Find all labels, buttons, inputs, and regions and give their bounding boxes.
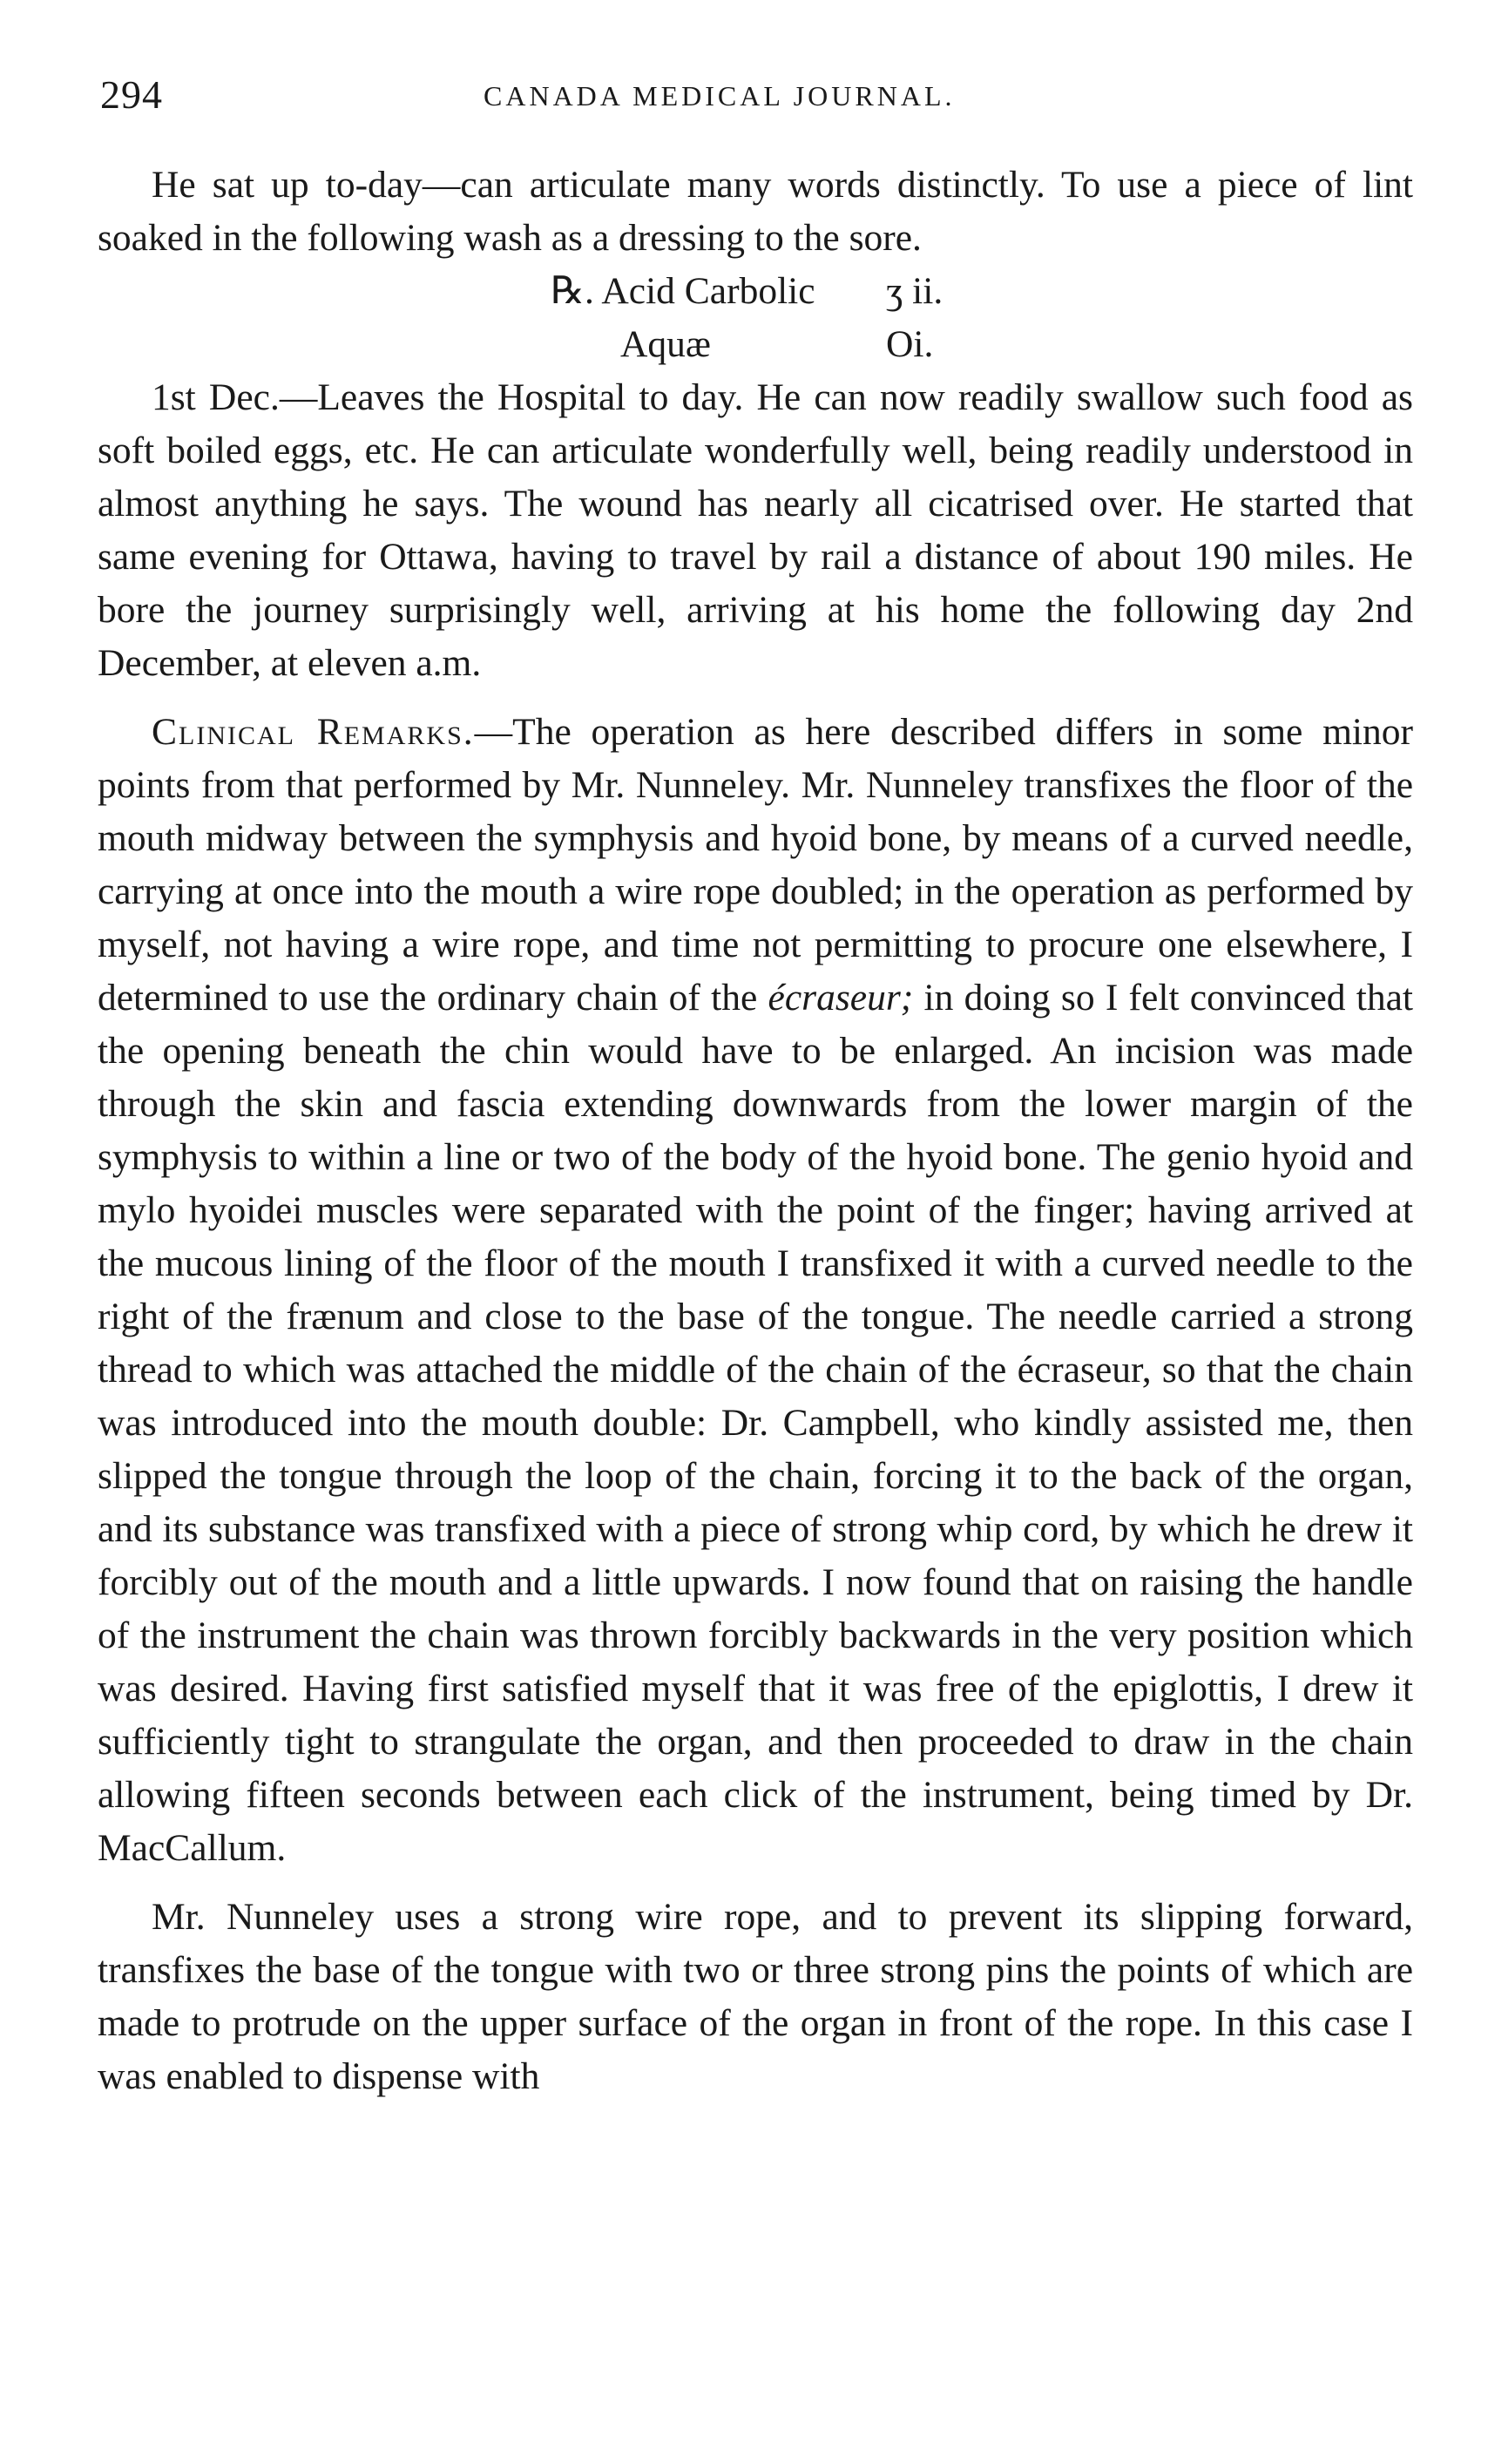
prescription-amount: Oi.	[886, 323, 934, 365]
paragraph-dressing: He sat up to-day—can articulate many words distinctly. To use a piece of lint soaked in the following wash as a dressing to the sore.	[98, 164, 1413, 259]
article-body	[98, 159, 1413, 2103]
paragraph-text: —The operation as here described differs in some minor points from that performed by Mr. Nunneley. Mr. Nunneley transfixes the floor of the mouth midway between the symphysis and hyoid bone, by means of a curved needle, carrying at once into the mouth a wire rope doubled; in the operation as performed by myself, not having a wire rope, and time not permitting to procure one elsewhere, I determined to use the ordinary chain of the	[98, 711, 1413, 1019]
paragraph-clinical-remarks	[98, 706, 1413, 1875]
prescription-line-2	[98, 318, 1413, 371]
prescription-line-1	[98, 265, 1413, 318]
paragraph-discharge: 1st Dec.—Leaves the Hospital to day. He can now readily swallow such food as soft boiled eggs, etc. He can articulate wonderfully well, being readily understood in almost anything he says. The wound has nearly all cicatrised over. He started that same evening for Ottawa, having to travel by rail a distance of about 190 miles. He bore the journey surprisingly well, arriving at his home the following day 2nd December, at eleven a.m.	[98, 376, 1413, 684]
prescription-ingredient: ℞. Acid Carbolic	[551, 270, 815, 312]
running-head: CANADA MEDICAL JOURNAL.	[484, 80, 956, 112]
prescription-ingredient: Aquæ	[620, 323, 711, 365]
page-header	[100, 71, 1390, 124]
section-heading: Clinical Remarks.	[152, 711, 475, 753]
page-number: 294	[100, 72, 163, 117]
paragraph-text: in doing so I felt convinced that the opening beneath the chin would have to be enlarged. An incision was made through the skin and fascia extending downwards from the lower margin of the symphysis to within a line or two of the body of the hyoid bone. The genio hyoid and mylo hyoidei muscles were separated with the point of the finger; having arrived at the mucous lining of the floor of the mouth I transfixed it with a curved needle to the right of the frænum and close to the base of the tongue. The needle carried a strong thread to which was attached the middle of the chain of the écraseur, so that the chain was introduced into the mouth double: Dr. Campbell, who kindly assisted me, then slipped the tongue through the loop of the chain, forcing it to the back of the organ, and its substance was transfixed with a piece of strong whip cord, by which he drew it forcibly out of the mouth and a little upwards. I now found that on raising the handle of the instrument the chain was thrown forcibly backwards in the very position which was desired. Having first satisfied myself that it was free of the epiglottis, I drew it sufficiently tight to strangulate the organ, and then proceeded to draw in the chain allowing fifteen seconds between each click of the instrument, being timed by Dr. MacCallum.	[98, 977, 1414, 1869]
italic-term: écraseur;	[768, 977, 914, 1019]
paragraph-nunneley-method: Mr. Nunneley uses a strong wire rope, and to prevent its slipping forward, transfixes the base of the tongue with two or three strong pins the points of which are made to protrude on the upper surface of the organ in front of the rope. In this case I was enabled to dispense with	[98, 1896, 1413, 2097]
prescription-amount: ʒ ii.	[886, 270, 944, 312]
